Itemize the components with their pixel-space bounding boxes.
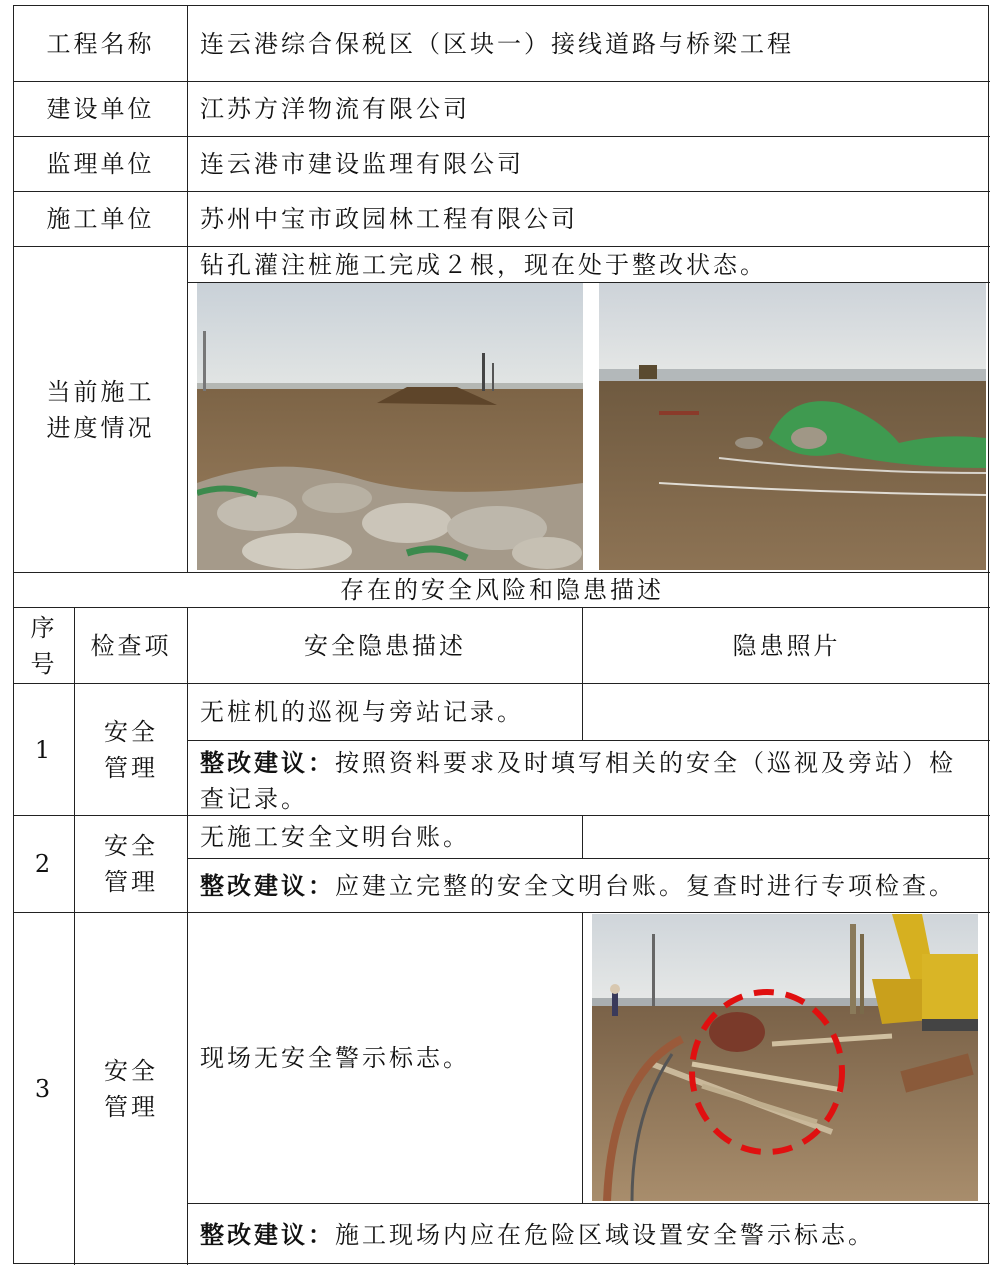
row2-description: 无施工安全文明台账。 bbox=[200, 823, 470, 851]
row3-item-line2: 管理 bbox=[104, 1093, 158, 1121]
risk-section-title: 存在的安全风险和隐患描述 bbox=[340, 576, 664, 604]
row2-no: 2 bbox=[34, 850, 54, 878]
row3-suggestion bbox=[188, 1204, 990, 1265]
row1-suggestion bbox=[188, 741, 990, 815]
row1-no: 1 bbox=[34, 735, 54, 764]
row3-no: 3 bbox=[34, 1075, 54, 1103]
row2-item bbox=[75, 816, 187, 912]
row3-item bbox=[75, 913, 187, 1265]
row2-item-line2: 管理 bbox=[104, 868, 158, 896]
row1-suggestion-label: 整改建议： bbox=[200, 748, 335, 777]
header-description: 安全隐患描述 bbox=[304, 631, 466, 660]
builder-label: 建设单位 bbox=[46, 95, 155, 123]
progress-label-line1: 当前施工 bbox=[46, 377, 155, 406]
header-photo: 隐患照片 bbox=[732, 631, 841, 660]
progress-label-line2: 进度情况 bbox=[46, 413, 155, 442]
row2-item-line1: 安全 bbox=[104, 832, 158, 860]
progress-label bbox=[14, 247, 187, 572]
row1-item-line1: 安全 bbox=[104, 717, 158, 746]
site-photo-steel-pipes bbox=[592, 914, 978, 1201]
builder-value: 江苏方洋物流有限公司 bbox=[200, 95, 470, 123]
row3-suggestion-label: 整改建议： bbox=[200, 1219, 335, 1249]
row3-suggestion-text: 施工现场内应在危险区域设置安全警示标志。 bbox=[335, 1220, 875, 1249]
project-name-value: 连云港综合保税区（区块一）接线道路与桥梁工程 bbox=[200, 29, 794, 58]
row2-suggestion-label: 整改建议： bbox=[200, 870, 335, 900]
header-no bbox=[14, 608, 74, 683]
row1-description: 无桩机的巡视与旁站记录。 bbox=[200, 698, 524, 726]
progress-text: 钻孔灌注桩施工完成２根，现在处于整改状态。 bbox=[200, 250, 767, 279]
site-photo-rubble bbox=[197, 283, 583, 570]
contractor-label: 施工单位 bbox=[46, 205, 155, 233]
header-no-line1: 序 bbox=[30, 613, 58, 642]
row3-description: 现场无安全警示标志。 bbox=[200, 1044, 470, 1072]
row1-item-line2: 管理 bbox=[104, 753, 158, 782]
site-photo-green-tarp bbox=[599, 283, 986, 570]
contractor-value: 苏州中宝市政园林工程有限公司 bbox=[200, 205, 578, 233]
project-name-label: 工程名称 bbox=[46, 29, 155, 58]
header-item: 检查项 bbox=[90, 631, 172, 660]
inspection-table bbox=[13, 5, 989, 1264]
row1-item bbox=[75, 684, 187, 815]
header-no-line2: 号 bbox=[30, 649, 58, 678]
row2-suggestion-text: 应建立完整的安全文明台账。复查时进行专项检查。 bbox=[335, 871, 956, 900]
row1-suggestion-text: 按照资料要求及时填写相关的安全（巡视及旁站）检查记录。 bbox=[200, 749, 956, 813]
row2-suggestion bbox=[188, 859, 990, 912]
supervisor-value: 连云港市建设监理有限公司 bbox=[200, 150, 524, 178]
row3-item-line1: 安全 bbox=[104, 1057, 158, 1085]
supervisor-label: 监理单位 bbox=[46, 150, 155, 178]
